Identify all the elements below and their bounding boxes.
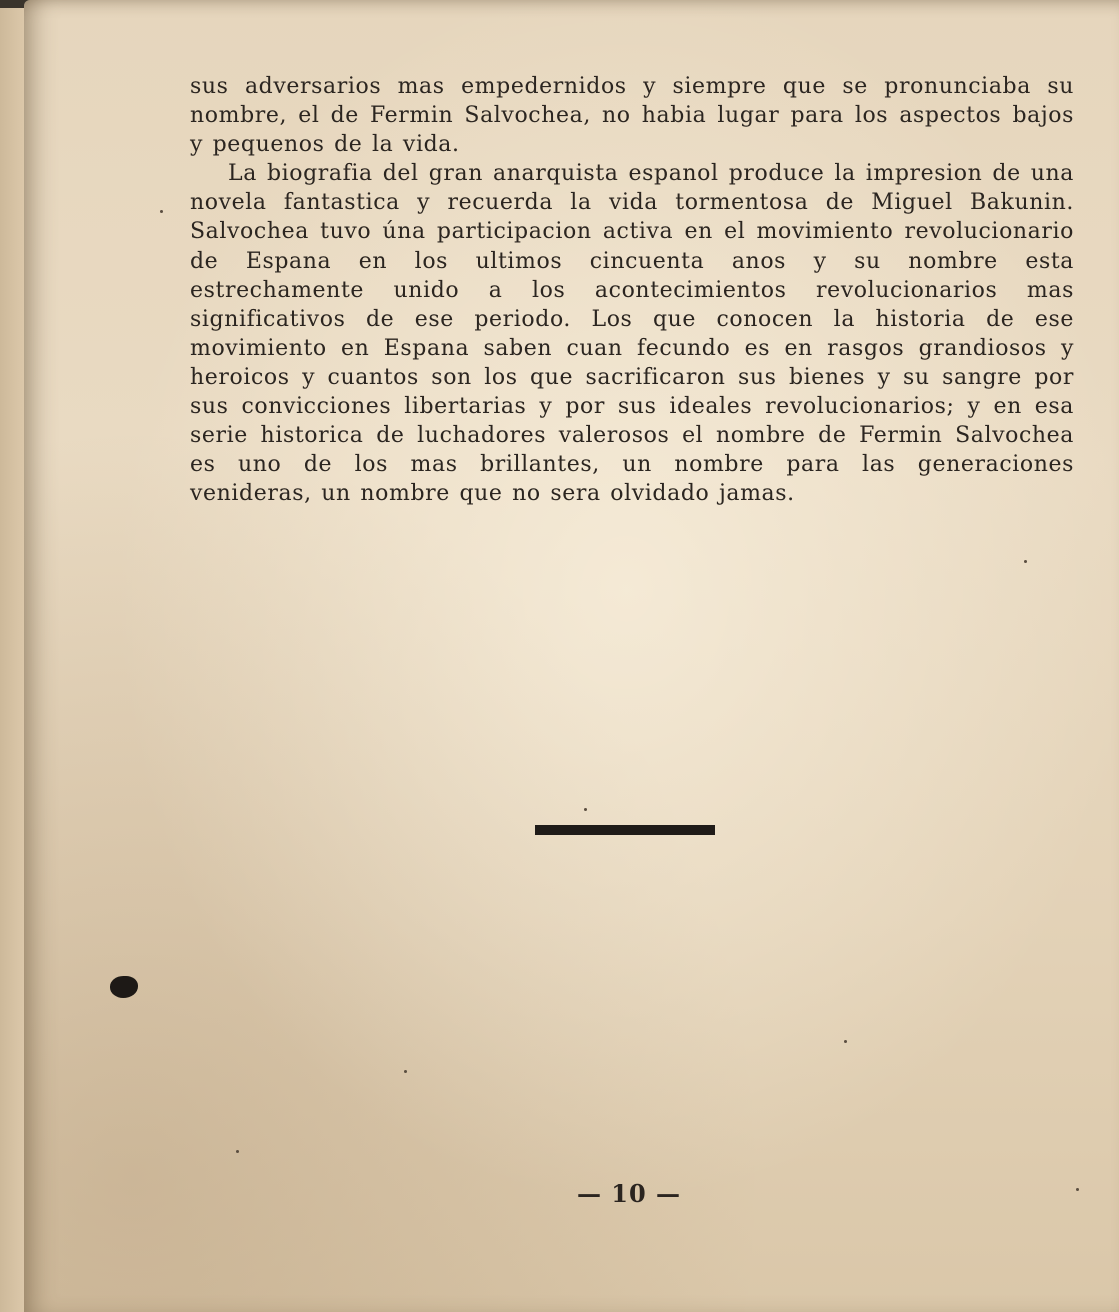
paper-speck (236, 1150, 239, 1153)
body-text (190, 72, 1074, 508)
paper-speck (584, 808, 587, 811)
paper-speck (160, 210, 163, 213)
paper-speck (844, 1040, 847, 1043)
paper-speck (404, 1070, 407, 1073)
book-page (24, 0, 1119, 1312)
paragraph-continuation: sus adversarios mas empedernidos y siempre que se pronunciaba su nombre, el de Fermin Salvochea, no habia lugar para los aspectos bajos y pequenos de la vida. (190, 74, 1074, 158)
paper-speck (1076, 1188, 1079, 1191)
paper-speck (1024, 560, 1027, 563)
paragraph-biography: La biografia del gran anarquista espanol produce la impresion de una novela fantastica y recuerda la vida tormentosa de Miguel Bakunin. Salvochea tuvo úna participacion activa en el movimiento revolucionario de Espana en los ultimos cincuenta anos y su nombre esta estrechamente unido a los acontecimientos revolucionarios mas significativos de ese periodo. Los que conocen la historia de ese movimiento en Espana saben cuan fecundo es en rasgos grandiosos y heroicos y cuantos son los que sacrificaron sus bienes y su sangre por sus convicciones libertarias y por sus ideales revolucionarios; y en esa serie historica de luchadores valerosos el nombre de Fermin Salvochea es uno de los mas brillantes, un nombre para las generaciones venideras, un nombre que no sera olvidado jamas. (190, 161, 1074, 507)
page-number: — 10 — (576, 1179, 682, 1208)
section-divider-rule (535, 825, 715, 835)
ink-blot-mark (110, 976, 138, 998)
